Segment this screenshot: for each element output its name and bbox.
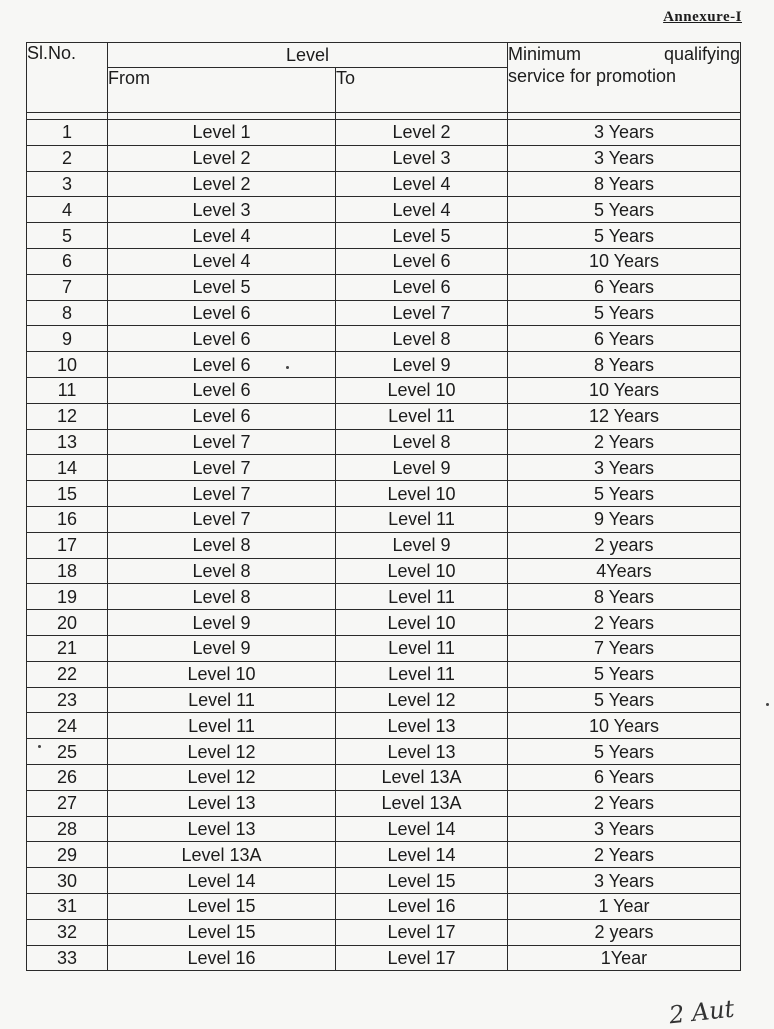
to-level-cell: Level 8 — [336, 326, 508, 352]
from-level-cell: Level 12 — [108, 739, 336, 765]
from-level-cell: Level 4 — [108, 223, 336, 249]
min-service-cell: 3 Years — [508, 816, 741, 842]
from-level-cell: Level 13 — [108, 790, 336, 816]
slno-header: Sl.No. — [27, 43, 108, 113]
min-service-cell: 3 Years — [508, 145, 741, 171]
min-service-cell: 7 Years — [508, 635, 741, 661]
slno-cell: 29 — [27, 842, 108, 868]
min-service-cell: 5 Years — [508, 300, 741, 326]
from-level-cell: Level 4 — [108, 248, 336, 274]
slno-cell: 4 — [27, 197, 108, 223]
table-row — [27, 481, 741, 507]
slno-cell: 28 — [27, 816, 108, 842]
slno-cell: 13 — [27, 429, 108, 455]
slno-cell: 12 — [27, 403, 108, 429]
table-row — [27, 558, 741, 584]
from-level-cell: Level 14 — [108, 868, 336, 894]
slno-cell: 20 — [27, 610, 108, 636]
to-level-cell: Level 9 — [336, 455, 508, 481]
from-level-cell: Level 6 — [108, 300, 336, 326]
from-level-cell: Level 7 — [108, 429, 336, 455]
to-level-cell: Level 5 — [336, 223, 508, 249]
slno-cell: 2 — [27, 145, 108, 171]
table-row — [27, 816, 741, 842]
speck — [38, 745, 41, 748]
from-level-cell: Level 11 — [108, 687, 336, 713]
from-level-cell: Level 13A — [108, 842, 336, 868]
from-level-cell: Level 7 — [108, 481, 336, 507]
min-service-cell: 2 Years — [508, 610, 741, 636]
to-level-cell: Level 13A — [336, 790, 508, 816]
to-level-cell: Level 16 — [336, 893, 508, 919]
slno-cell: 1 — [27, 120, 108, 146]
from-level-cell: Level 6 — [108, 377, 336, 403]
slno-cell: 6 — [27, 248, 108, 274]
min-service-cell: 9 Years — [508, 506, 741, 532]
slno-cell: 22 — [27, 661, 108, 687]
table-row — [27, 739, 741, 765]
from-level-cell: Level 8 — [108, 532, 336, 558]
table-row — [27, 248, 741, 274]
table-row — [27, 429, 741, 455]
min-service-cell: 2 Years — [508, 429, 741, 455]
table-row — [27, 300, 741, 326]
from-level-cell: Level 13 — [108, 816, 336, 842]
min-service-cell: 10 Years — [508, 248, 741, 274]
from-level-cell: Level 12 — [108, 764, 336, 790]
to-level-cell: Level 6 — [336, 274, 508, 300]
qualifying-word: qualifying — [663, 44, 740, 64]
to-level-cell: Level 6 — [336, 248, 508, 274]
to-level-cell: Level 11 — [336, 661, 508, 687]
slno-cell: 10 — [27, 352, 108, 378]
min-service-cell: 2 Years — [508, 842, 741, 868]
min-service-cell: 3 Years — [508, 120, 741, 146]
to-level-cell: Level 4 — [336, 197, 508, 223]
from-level-cell: Level 9 — [108, 610, 336, 636]
slno-cell: 27 — [27, 790, 108, 816]
slno-cell: 5 — [27, 223, 108, 249]
min-service-cell: 8 Years — [508, 171, 741, 197]
table-row — [27, 842, 741, 868]
min-service-cell: 6 Years — [508, 326, 741, 352]
to-level-cell: Level 13A — [336, 764, 508, 790]
min-service-cell: 5 Years — [508, 223, 741, 249]
service-for-promotion-text: service for promotion — [508, 66, 677, 86]
to-level-cell: Level 11 — [336, 584, 508, 610]
speck — [766, 703, 769, 706]
min-service-cell: 5 Years — [508, 481, 741, 507]
slno-cell: 24 — [27, 713, 108, 739]
to-level-cell: Level 14 — [336, 816, 508, 842]
min-service-cell: 2 years — [508, 919, 741, 945]
slno-cell: 7 — [27, 274, 108, 300]
from-level-cell: Level 2 — [108, 171, 336, 197]
table-row — [27, 610, 741, 636]
min-service-cell: 5 Years — [508, 197, 741, 223]
slno-cell: 8 — [27, 300, 108, 326]
table-row — [27, 945, 741, 971]
min-service-cell: 3 Years — [508, 868, 741, 894]
slno-cell: 16 — [27, 506, 108, 532]
table-row — [27, 145, 741, 171]
annexure-label: Annexure-I — [663, 9, 742, 25]
table-row — [27, 868, 741, 894]
min-service-cell: 5 Years — [508, 687, 741, 713]
to-level-cell: Level 17 — [336, 945, 508, 971]
from-level-cell: Level 1 — [108, 120, 336, 146]
from-header: From — [108, 68, 336, 113]
min-service-cell: 10 Years — [508, 713, 741, 739]
min-service-cell: 4Years — [508, 558, 741, 584]
table-row — [27, 403, 741, 429]
slno-cell: 15 — [27, 481, 108, 507]
from-level-cell: Level 10 — [108, 661, 336, 687]
slno-cell: 32 — [27, 919, 108, 945]
promotion-table — [26, 42, 741, 971]
to-level-cell: Level 17 — [336, 919, 508, 945]
signature-scribble: 2 Aut — [667, 994, 736, 1029]
table-row — [27, 197, 741, 223]
to-level-cell: Level 10 — [336, 481, 508, 507]
to-level-cell: Level 10 — [336, 610, 508, 636]
to-header: To — [336, 68, 508, 113]
slno-cell: 25 — [27, 739, 108, 765]
min-service-cell: 2 years — [508, 532, 741, 558]
table-row — [27, 223, 741, 249]
to-level-cell: Level 7 — [336, 300, 508, 326]
from-level-cell: Level 15 — [108, 893, 336, 919]
to-level-cell: Level 9 — [336, 352, 508, 378]
table-row — [27, 274, 741, 300]
from-level-cell: Level 7 — [108, 506, 336, 532]
to-level-cell: Level 13 — [336, 739, 508, 765]
min-service-cell: 6 Years — [508, 764, 741, 790]
to-level-cell: Level 11 — [336, 635, 508, 661]
to-level-cell: Level 11 — [336, 506, 508, 532]
table-row — [27, 661, 741, 687]
to-level-cell: Level 3 — [336, 145, 508, 171]
from-level-cell: Level 9 — [108, 635, 336, 661]
to-level-cell: Level 14 — [336, 842, 508, 868]
min-service-cell: 1Year — [508, 945, 741, 971]
from-level-cell: Level 8 — [108, 558, 336, 584]
speck — [286, 366, 289, 369]
table-row — [27, 326, 741, 352]
from-level-cell: Level 6 — [108, 403, 336, 429]
from-level-cell: Level 11 — [108, 713, 336, 739]
to-level-cell: Level 12 — [336, 687, 508, 713]
slno-cell: 14 — [27, 455, 108, 481]
table-row — [27, 635, 741, 661]
to-level-cell: Level 13 — [336, 713, 508, 739]
min-service-cell: 12 Years — [508, 403, 741, 429]
table-row — [27, 171, 741, 197]
table-row — [27, 687, 741, 713]
table-row — [27, 455, 741, 481]
from-level-cell: Level 16 — [108, 945, 336, 971]
slno-cell: 19 — [27, 584, 108, 610]
table-row — [27, 584, 741, 610]
min-service-cell: 10 Years — [508, 377, 741, 403]
to-level-cell: Level 9 — [336, 532, 508, 558]
to-level-cell: Level 8 — [336, 429, 508, 455]
header-gap-row — [27, 113, 741, 120]
to-level-cell: Level 2 — [336, 120, 508, 146]
min-service-word: Minimum — [508, 44, 582, 64]
min-service-header — [508, 43, 741, 113]
from-level-cell: Level 15 — [108, 919, 336, 945]
table-row — [27, 377, 741, 403]
to-level-cell: Level 11 — [336, 403, 508, 429]
slno-cell: 30 — [27, 868, 108, 894]
from-level-cell: Level 7 — [108, 455, 336, 481]
table-row — [27, 352, 741, 378]
min-service-cell: 5 Years — [508, 661, 741, 687]
slno-cell: 23 — [27, 687, 108, 713]
table-row — [27, 506, 741, 532]
table-row — [27, 713, 741, 739]
table-row — [27, 919, 741, 945]
to-level-cell: Level 10 — [336, 377, 508, 403]
min-service-cell: 2 Years — [508, 790, 741, 816]
slno-cell: 3 — [27, 171, 108, 197]
level-header: Level — [108, 43, 508, 68]
table-row — [27, 764, 741, 790]
slno-cell: 21 — [27, 635, 108, 661]
min-service-cell: 3 Years — [508, 455, 741, 481]
from-level-cell: Level 6 — [108, 352, 336, 378]
slno-cell: 26 — [27, 764, 108, 790]
min-service-cell: 8 Years — [508, 584, 741, 610]
to-level-cell: Level 15 — [336, 868, 508, 894]
min-service-cell: 5 Years — [508, 739, 741, 765]
from-level-cell: Level 5 — [108, 274, 336, 300]
table-body — [27, 120, 741, 971]
min-service-cell: 1 Year — [508, 893, 741, 919]
table-row — [27, 120, 741, 146]
from-level-cell: Level 3 — [108, 197, 336, 223]
slno-cell: 17 — [27, 532, 108, 558]
slno-cell: 9 — [27, 326, 108, 352]
table-row — [27, 893, 741, 919]
from-level-cell: Level 2 — [108, 145, 336, 171]
slno-cell: 18 — [27, 558, 108, 584]
min-service-cell: 6 Years — [508, 274, 741, 300]
min-service-cell: 8 Years — [508, 352, 741, 378]
slno-cell: 33 — [27, 945, 108, 971]
to-level-cell: Level 4 — [336, 171, 508, 197]
from-level-cell: Level 8 — [108, 584, 336, 610]
table-row — [27, 790, 741, 816]
from-level-cell: Level 6 — [108, 326, 336, 352]
to-level-cell: Level 10 — [336, 558, 508, 584]
table-row — [27, 532, 741, 558]
slno-cell: 31 — [27, 893, 108, 919]
slno-cell: 11 — [27, 377, 108, 403]
